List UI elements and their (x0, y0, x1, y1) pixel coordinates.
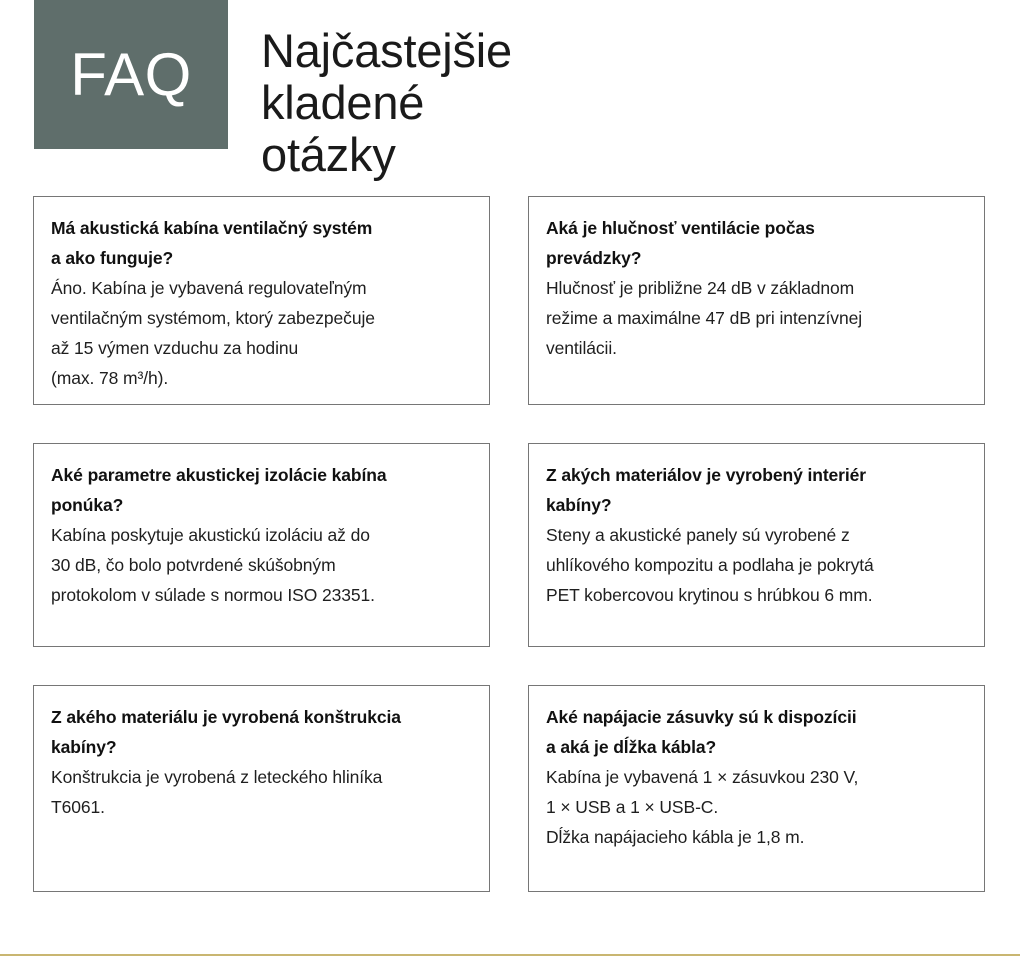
faq-card (33, 443, 490, 647)
faq-card (33, 685, 490, 892)
faq-answer-line: uhlíkového kompozitu a podlaha je pokrytá (546, 555, 874, 575)
faq-answer (51, 762, 472, 822)
faq-question (51, 702, 472, 762)
faq-card (528, 196, 985, 405)
faq-question-line: kabíny? (546, 495, 612, 515)
faq-question (546, 213, 967, 273)
faq-question-line: prevádzky? (546, 248, 642, 268)
faq-question-line: Z akého materiálu je vyrobená konštrukcia (51, 707, 401, 727)
faq-answer-line: Kabína poskytuje akustickú izoláciu až do (51, 525, 370, 545)
faq-answer-line: 30 dB, čo bolo potvrdené skúšobným (51, 555, 336, 575)
faq-card (528, 443, 985, 647)
faq-question (51, 460, 472, 520)
faq-question-line: kabíny? (51, 737, 117, 757)
faq-answer-line: Hlučnosť je približne 24 dB v základnom (546, 278, 855, 298)
faq-question-line: ponúka? (51, 495, 124, 515)
faq-answer-line: Steny a akustické panely sú vyrobené z (546, 525, 850, 545)
faq-header (0, 0, 1020, 182)
faq-answer-line: Kabína je vybavená 1 × zásuvkou 230 V, (546, 767, 859, 787)
faq-answer-line: Konštrukcia je vyrobená z leteckého hliníka (51, 767, 383, 787)
faq-question (546, 460, 967, 520)
faq-answer-line: až 15 výmen vzduchu za hodinu (51, 338, 299, 358)
faq-grid (33, 196, 988, 892)
faq-answer-line: Áno. Kabína je vybavená regulovateľným (51, 278, 367, 298)
faq-question-line: a ako funguje? (51, 248, 174, 268)
faq-question-line: Aká je hlučnosť ventilácie počas (546, 218, 815, 238)
faq-answer-line: 1 × USB a 1 × USB-C. (546, 797, 719, 817)
faq-card (528, 685, 985, 892)
footer-divider (0, 954, 1020, 956)
faq-badge (34, 0, 228, 149)
faq-question (546, 702, 967, 762)
faq-answer (51, 273, 472, 393)
page-title (261, 25, 681, 181)
faq-answer-line: T6061. (51, 797, 105, 817)
faq-answer-line: (max. 78 m³/h). (51, 368, 169, 388)
faq-answer (546, 762, 967, 852)
faq-answer-line: režime a maximálne 47 dB pri intenzívnej (546, 308, 863, 328)
faq-answer-line: ventilačným systémom, ktorý zabezpečuje (51, 308, 375, 328)
faq-answer (546, 273, 967, 363)
faq-question-line: a aká je dĺžka kábla? (546, 737, 717, 757)
faq-answer-line: Dĺžka napájacieho kábla je 1,8 m. (546, 827, 805, 847)
faq-answer-line: PET kobercovou krytinou s hrúbkou 6 mm. (546, 585, 873, 605)
faq-question-line: Aké parametre akustickej izolácie kabína (51, 465, 387, 485)
faq-question-line: Z akých materiálov je vyrobený interiér (546, 465, 866, 485)
faq-answer (546, 520, 967, 610)
page-title-line-2: kladené (261, 76, 425, 130)
faq-answer-line: ventilácii. (546, 338, 617, 358)
faq-question (51, 213, 472, 273)
faq-question-line: Má akustická kabína ventilačný systém (51, 218, 373, 238)
faq-question-line: Aké napájacie zásuvky sú k dispozícii (546, 707, 857, 727)
faq-answer-line: protokolom v súlade s normou ISO 23351. (51, 585, 375, 605)
faq-card (33, 196, 490, 405)
page-title-line-1: Najčastejšie (261, 24, 512, 78)
page-title-line-3: otázky (261, 128, 396, 182)
faq-badge-label: FAQ (70, 40, 192, 108)
faq-answer (51, 520, 472, 610)
